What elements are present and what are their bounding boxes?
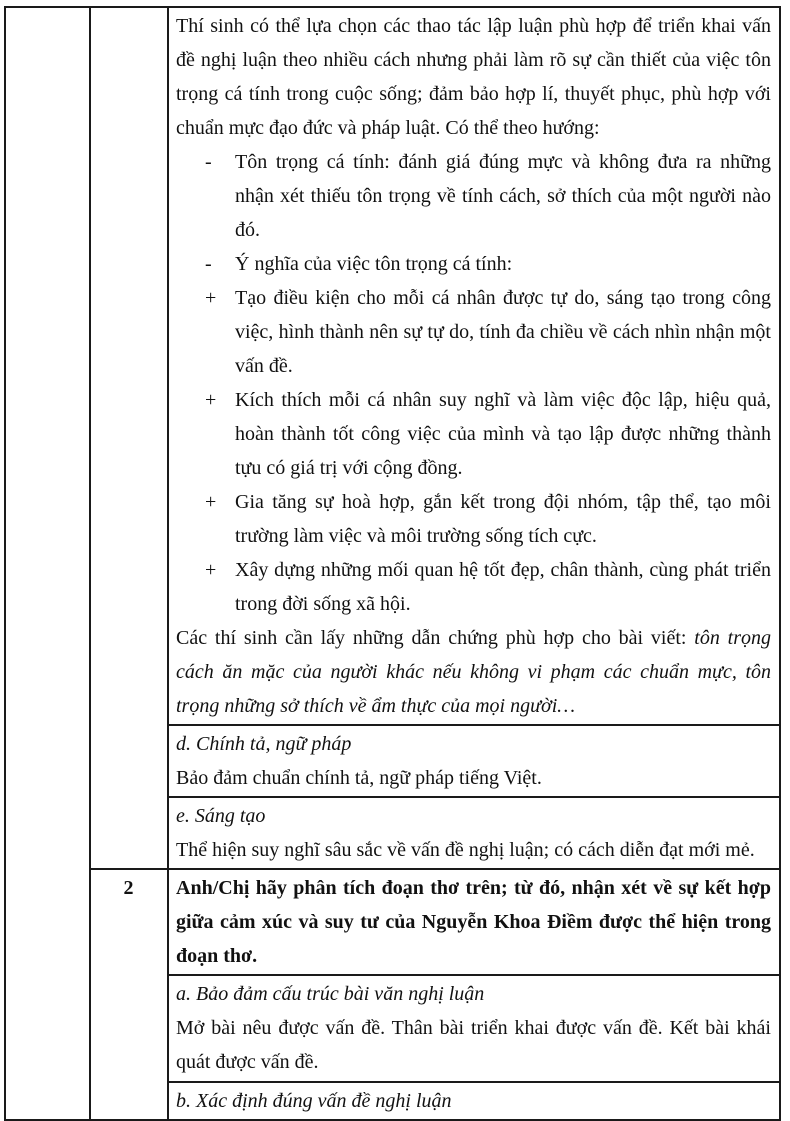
structure-criterion-cell	[168, 975, 780, 1082]
criterion-body: Mở bài nêu được vấn đề. Thân bài triển khai được vấn đề. Kết bài khái quát được vấn đề.	[176, 1017, 771, 1073]
list-item-text: Tạo điều kiện cho mỗi cá nhân được tự do, sáng tạo trong công việc, hình thành nên sự tự do, tính đa chiều về cách nhìn nhận một vấn đề.	[235, 287, 771, 377]
list-item	[176, 553, 771, 621]
criterion-label: a. Bảo đảm cấu trúc bài văn nghị luận	[176, 983, 485, 1005]
dash-bullet: -	[205, 253, 212, 275]
list-item-text: Xây dựng những mối quan hệ tốt đẹp, chân thành, cùng phát triển trong đời sống xã hội.	[235, 559, 771, 615]
list-item	[176, 247, 771, 281]
table-row	[5, 7, 780, 725]
question-prompt-text: Anh/Chị hãy phân tích đoạn thơ trên; từ đó, nhận xét về sự kết hợp giữa cảm xúc và suy tư của Nguyễn Khoa Điềm được thể hiện trong đoạn thơ.	[176, 877, 771, 967]
list-item	[176, 485, 771, 553]
list-item	[176, 281, 771, 383]
evidence-lead-text: Các thí sinh cần lấy những dẫn chứng phù hợp cho bài viết:	[176, 627, 695, 649]
list-item-text: Kích thích mỗi cá nhân suy nghĩ và làm việc độc lập, hiệu quả, hoàn thành tốt công việc của mình và tạo lập được những thành tựu có giá trị với cộng đồng.	[235, 389, 771, 479]
criterion-label: e. Sáng tạo	[176, 805, 266, 827]
list-item-text: Ý nghĩa của việc tôn trọng cá tính:	[235, 253, 513, 275]
plus-bullet: +	[205, 389, 217, 411]
list-item	[176, 145, 771, 247]
question-prompt-cell	[168, 869, 780, 975]
evidence-examples-text: tôn trọng cách ăn mặc của người khác nếu không vi phạm các chuẩn mực, tôn trọng những sở thích về ẩm thực của mọi người…	[176, 627, 771, 717]
criterion-body: Bảo đảm chuẩn chính tả, ngữ pháp tiếng Việt.	[176, 767, 542, 789]
plus-bullet: +	[205, 559, 217, 581]
dash-bullet: -	[205, 151, 212, 173]
list-item-text: Gia tăng sự hoà hợp, gắn kết trong đội nhóm, tập thể, tạo môi trường làm việc và môi trường sống tích cực.	[235, 491, 771, 547]
table-row	[5, 869, 780, 975]
question-number-cell: 2	[90, 869, 168, 1120]
criterion-label: b. Xác định đúng vấn đề nghị luận	[176, 1090, 452, 1112]
evidence-paragraph	[176, 621, 771, 723]
analysis-intro-paragraph: Thí sinh có thể lựa chọn các thao tác lập luận phù hợp để triển khai vấn đề nghị luận theo nhiều cách nhưng phải làm rõ sự cần thiết của việc tôn trọng cá tính trong cuộc sống; đảm bảo hợp lí, thuyết phục, phù hợp với chuẩn mực đạo đức và pháp luật. Có thể theo hướng:	[176, 15, 771, 139]
criterion-label: d. Chính tả, ngữ pháp	[176, 733, 352, 755]
plus-bullet: +	[205, 491, 217, 513]
creativity-criterion-cell	[168, 797, 780, 869]
left-score-column-cell	[5, 7, 90, 1120]
criterion-body: Thể hiện suy nghĩ sâu sắc về vấn đề nghị luận; có cách diễn đạt mới mẻ.	[176, 839, 755, 861]
list-item	[176, 383, 771, 485]
plus-bullet: +	[205, 287, 217, 309]
answer-key-table	[4, 6, 781, 1121]
list-item-text: Tôn trọng cá tính: đánh giá đúng mực và không đưa ra những nhận xét thiếu tôn trọng về tính cách, sở thích của một người nào đó.	[235, 151, 771, 241]
analysis-guidance-cell	[168, 7, 780, 725]
question-number-cell-empty	[90, 7, 168, 869]
spelling-criterion-cell	[168, 725, 780, 797]
topic-criterion-cell	[168, 1082, 780, 1120]
